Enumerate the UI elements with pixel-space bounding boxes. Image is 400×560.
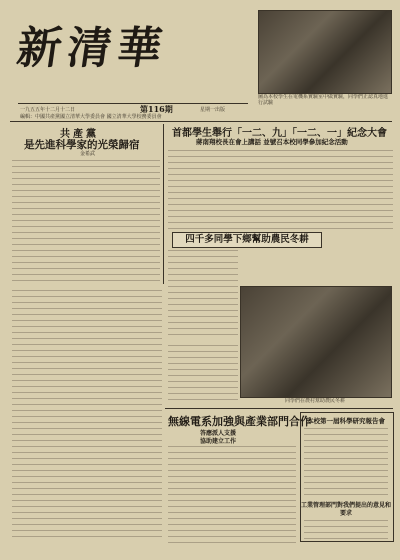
top-photo-caption: 圖為本校學生在電機系實驗室中做實驗，同學們正認真地進行試驗: [258, 94, 389, 106]
article3-body-text: [168, 250, 238, 340]
article6-body-text: [304, 520, 388, 544]
article2-subheadline: 蔣南翔校長在會上講話 並號召本校同學參加紀念活動: [196, 138, 348, 146]
column-divider: [163, 124, 164, 284]
article3-headline: 四千多同學下鄉幫助農民冬耕: [172, 232, 322, 248]
article3-continued-text: [168, 345, 238, 405]
masthead-title: 新清華: [13, 23, 171, 74]
article4-headline: 無線電系加強與產業部門合作: [168, 415, 311, 428]
article1-kicker: 共產黨: [60, 129, 99, 140]
issue-date: 一九五五年十二月十二日: [20, 107, 76, 113]
lower-rule: [165, 408, 393, 409]
left-column-continued-text: [12, 290, 162, 540]
middle-photo-caption: 同學們在農村幫助農民冬耕: [284, 398, 345, 404]
top-rule: [10, 121, 392, 122]
article4-sub1: 答應派人支援: [200, 430, 237, 437]
issue-weekday: 星期一出版: [200, 107, 226, 113]
article5-body-text: [304, 428, 388, 498]
middle-photo: [240, 286, 392, 398]
issue-number: 第116期: [140, 104, 173, 114]
masthead-rule: [18, 103, 248, 104]
article4-body-text: [168, 446, 296, 546]
publisher-line: 編輯：中國共產黨國立清華大學委員會 國立清華大學校務委員會: [20, 114, 162, 120]
article1-headline: 是先進科學家的光榮歸宿: [24, 139, 140, 151]
article4-sub2: 協助建立工作: [200, 438, 237, 445]
article5-headline: 本校第一屆科學研究報告會: [307, 417, 385, 425]
article2-body-text: [168, 150, 393, 230]
article1-body-text: [12, 160, 160, 285]
article6-headline: 工業管理部門對我們提出的意見和要求: [300, 502, 391, 517]
article1-author: 金希武: [80, 151, 96, 157]
article2-headline: 首都學生舉行「一二、九」「一二、一」紀念大會: [172, 128, 387, 139]
top-photo: [258, 10, 392, 94]
